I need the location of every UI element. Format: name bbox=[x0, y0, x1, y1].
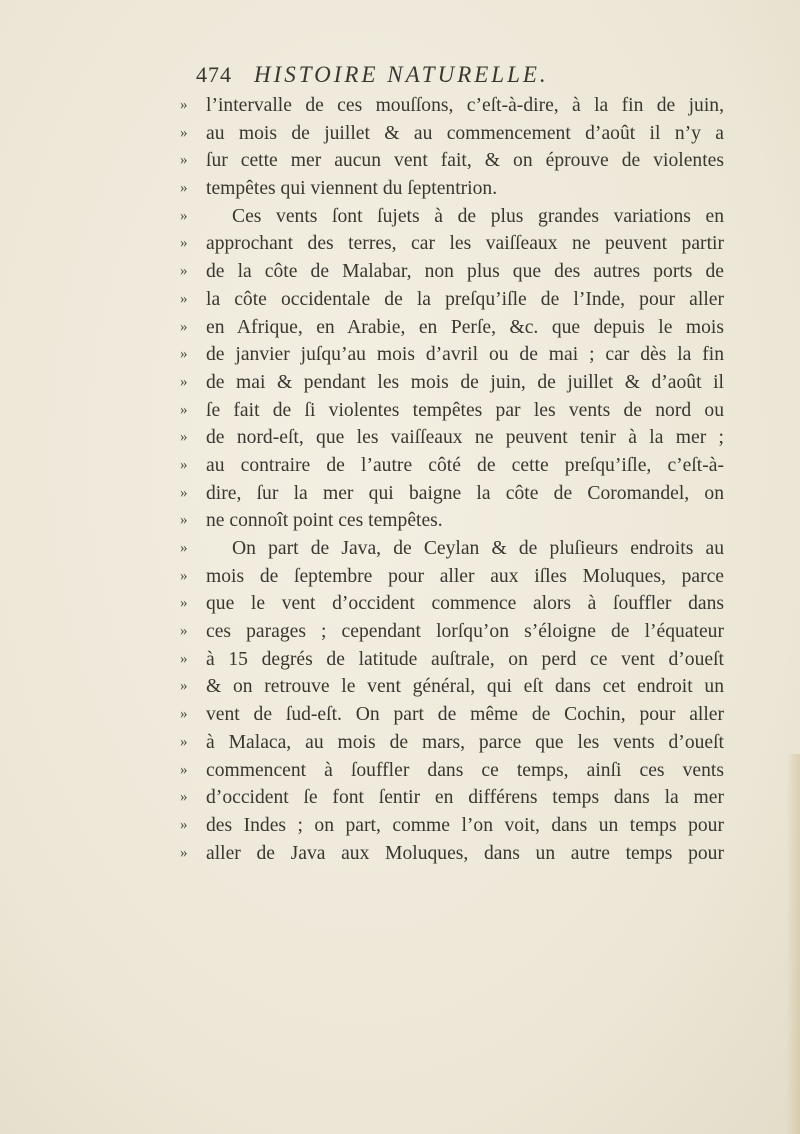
page-number: 474 bbox=[196, 62, 232, 87]
line-text: au contraire de l’autre côté de cette preſqu’iſle, c’eſt-à- bbox=[206, 454, 724, 476]
text-line bbox=[180, 424, 724, 452]
quote-mark: » bbox=[180, 235, 188, 252]
text-line bbox=[180, 147, 724, 175]
text-line bbox=[180, 341, 724, 369]
text-line bbox=[180, 729, 724, 757]
quote-mark: » bbox=[180, 484, 188, 501]
line-text: en Afrique, en Arabie, en Perſe, &c. que depuis le mois bbox=[206, 316, 724, 338]
text-line bbox=[180, 314, 724, 342]
line-text: ne connoît point ces tempêtes. bbox=[206, 510, 443, 532]
text-line bbox=[180, 369, 724, 397]
text-line bbox=[180, 673, 724, 701]
line-text: ces parages ; cependant lorſqu’on s’éloigne de l’équateur bbox=[206, 621, 724, 643]
text-line bbox=[180, 784, 724, 812]
quote-mark: » bbox=[180, 512, 188, 529]
line-text: l’intervalle de ces mouſſons, c’eſt-à-dire, à la fin de juin, bbox=[206, 95, 724, 116]
line-text: d’occident ſe font ſentir en différens temps dans la mer bbox=[206, 787, 724, 809]
line-text: de la côte de Malabar, non plus que des autres ports de bbox=[206, 261, 724, 283]
line-text: à Malaca, au mois de mars, parce que les vents d’oueſt bbox=[206, 731, 724, 753]
quote-mark: » bbox=[180, 595, 188, 612]
quote-mark: » bbox=[180, 678, 188, 695]
text-line bbox=[180, 618, 724, 646]
text-line bbox=[180, 480, 724, 508]
quote-mark: » bbox=[180, 290, 188, 307]
text-line bbox=[180, 203, 724, 231]
quote-mark: » bbox=[180, 761, 188, 778]
quote-mark: » bbox=[180, 456, 188, 473]
line-text: au mois de juillet & au commencement d’août il n’y a bbox=[206, 122, 724, 144]
page-header bbox=[196, 62, 549, 96]
line-text: vent de ſud-eſt. On part de même de Cochin, pour aller bbox=[206, 704, 724, 726]
line-text: des Indes ; on part, comme l’on voit, dans un temps pour bbox=[206, 814, 724, 836]
text-line bbox=[180, 120, 724, 148]
quote-mark: » bbox=[180, 789, 188, 806]
text-line bbox=[180, 452, 724, 480]
line-text: la côte occidentale de la preſqu’iſle de l’Inde, pour aller bbox=[206, 288, 724, 310]
line-text: mois de ſeptembre pour aller aux iſles Moluques, parce bbox=[206, 565, 724, 587]
text-line bbox=[180, 397, 724, 425]
line-text: dire, ſur la mer qui baigne la côte de Coromandel, on bbox=[206, 482, 724, 504]
page-edge-stain bbox=[786, 754, 800, 1134]
text-line bbox=[180, 507, 724, 535]
quote-mark: » bbox=[180, 318, 188, 335]
running-head: HISTOIRE NATURELLE. bbox=[254, 62, 549, 87]
quote-mark: » bbox=[180, 567, 188, 584]
text-line bbox=[180, 840, 724, 868]
line-text: On part de Java, de Ceylan & de pluſieurs endroits au bbox=[232, 538, 724, 559]
line-text: tempêtes qui viennent du ſeptentrion. bbox=[206, 178, 498, 200]
line-text: approchant des terres, car les vaiſſeaux ne peuvent partir bbox=[206, 233, 724, 255]
body-text bbox=[180, 92, 724, 867]
line-text: ſur cette mer aucun vent fait, & on éprouve de violentes bbox=[206, 150, 724, 172]
text-line bbox=[180, 646, 724, 674]
text-line bbox=[180, 230, 724, 258]
quote-mark: » bbox=[180, 650, 188, 667]
text-line bbox=[180, 812, 724, 840]
text-line bbox=[180, 286, 724, 314]
quote-mark: » bbox=[180, 733, 188, 750]
quote-mark: » bbox=[180, 401, 188, 418]
quote-mark: » bbox=[180, 540, 188, 556]
text-line bbox=[180, 590, 724, 618]
line-text: que le vent d’occident commence alors à ſouffler dans bbox=[206, 593, 724, 615]
line-text: ſe fait de ſi violentes tempêtes par les vents de nord ou bbox=[206, 399, 724, 421]
quote-mark: » bbox=[180, 152, 188, 169]
quote-mark: » bbox=[180, 97, 188, 113]
line-text: à 15 degrés de latitude auſtrale, on perd ce vent d’oueſt bbox=[206, 648, 724, 670]
line-text: aller de Java aux Moluques, dans un autre temps pour bbox=[206, 842, 724, 864]
line-text: & on retrouve le vent général, qui eſt dans cet endroit un bbox=[206, 676, 724, 698]
line-text: de nord-eſt, que les vaiſſeaux ne peuvent tenir à la mer ; bbox=[206, 427, 724, 449]
quote-mark: » bbox=[180, 844, 188, 861]
text-line bbox=[180, 258, 724, 286]
text-line bbox=[180, 757, 724, 785]
text-line bbox=[180, 701, 724, 729]
quote-mark: » bbox=[180, 816, 188, 833]
quote-mark: » bbox=[180, 706, 188, 723]
quote-mark: » bbox=[180, 346, 188, 363]
quote-mark: » bbox=[180, 180, 188, 197]
quote-mark: » bbox=[180, 124, 188, 141]
text-line bbox=[180, 563, 724, 591]
line-text: de janvier juſqu’au mois d’avril ou de mai ; car dès la fin bbox=[206, 344, 724, 366]
text-line bbox=[180, 175, 724, 203]
quote-mark: » bbox=[180, 623, 188, 640]
quote-mark: » bbox=[180, 207, 188, 224]
quote-mark: » bbox=[180, 263, 188, 280]
text-line bbox=[180, 92, 724, 120]
text-line bbox=[180, 535, 724, 563]
line-text: commencent à ſouffler dans ce temps, ainſi ces vents bbox=[206, 759, 724, 781]
quote-mark: » bbox=[180, 373, 188, 390]
quote-mark: » bbox=[180, 429, 188, 446]
line-text: de mai & pendant les mois de juin, de juillet & d’août il bbox=[206, 371, 724, 393]
line-text: Ces vents ſont ſujets à de plus grandes variations en bbox=[232, 205, 724, 227]
